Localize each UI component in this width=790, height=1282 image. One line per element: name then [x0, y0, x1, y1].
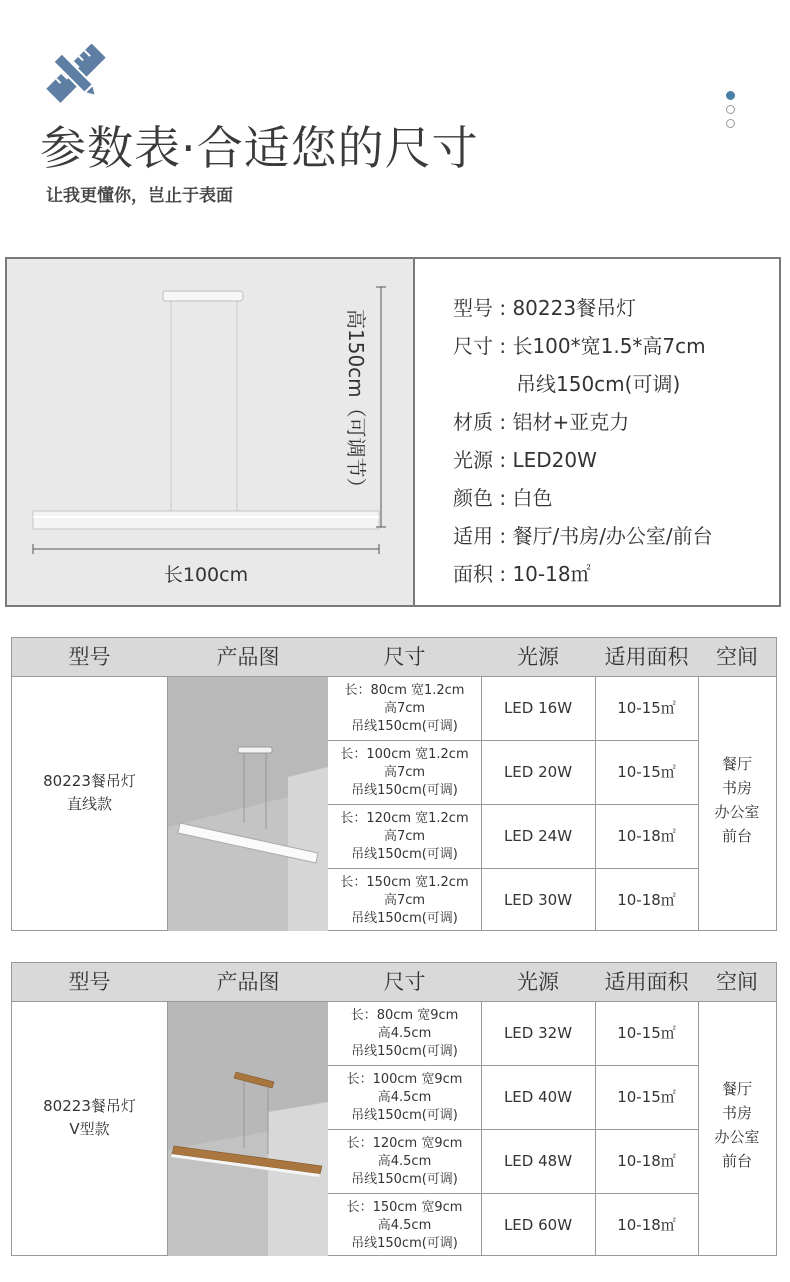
area-cell: 10-18㎡: [617, 891, 676, 909]
header-image: 产品图: [216, 970, 280, 994]
size-line: 吊线150cm(可调): [351, 1043, 458, 1059]
model-variant: 直线款: [66, 795, 112, 813]
size-line: 长：150cm 宽1.2cm: [340, 874, 469, 890]
size-line: 高4.5cm: [377, 1217, 432, 1233]
spec-panel: [5, 257, 781, 607]
size-line: 高4.5cm: [377, 1025, 432, 1041]
size-line: 高4.5cm: [377, 1089, 432, 1105]
space-item: 餐厅: [721, 1080, 752, 1098]
size-cell: [328, 1066, 481, 1129]
model-name: 80223餐吊灯: [43, 772, 136, 790]
area-cell: 10-15㎡: [617, 1088, 676, 1106]
model-name: 80223餐吊灯: [43, 1097, 136, 1115]
page-title: 参数表·合适您的尺寸: [40, 121, 479, 175]
length-label: 长100cm: [163, 564, 249, 586]
spec-wire: 吊线150cm(可调): [516, 372, 681, 396]
area-cell: 10-18㎡: [617, 827, 676, 845]
space-item: 前台: [721, 827, 752, 845]
space-item: 书房: [721, 779, 752, 797]
spec-color: 颜色 : 白色: [453, 486, 553, 510]
size-line: 吊线150cm(可调): [351, 846, 458, 862]
size-cell: [328, 1194, 481, 1257]
size-line: 长：100cm 宽1.2cm: [340, 746, 469, 762]
model-cell: [12, 1095, 167, 1141]
divider: [413, 259, 415, 605]
header-image: 产品图: [216, 645, 280, 669]
light-cell: LED 32W: [503, 1024, 573, 1042]
area-cell: 10-18㎡: [617, 1152, 676, 1170]
area-cell: 10-15㎡: [617, 699, 676, 717]
header-model: 型号: [68, 645, 111, 669]
size-line: 长：150cm 宽9cm: [346, 1199, 463, 1215]
size-cell: [328, 805, 481, 868]
light-cell: LED 60W: [503, 1216, 573, 1234]
spec-usage: 适用 : 餐厅/书房/办公室/前台: [453, 524, 713, 548]
light-cell: LED 30W: [503, 891, 573, 909]
page-dot[interactable]: [726, 105, 735, 114]
size-line: 高7cm: [383, 828, 426, 844]
size-line: 吊线150cm(可调): [351, 718, 458, 734]
spec-size: 尺寸 : 长100*宽1.5*高7cm: [453, 334, 706, 358]
size-line: 长：80cm 宽9cm: [350, 1007, 459, 1023]
size-line: 吊线150cm(可调): [351, 1107, 458, 1123]
space-item: 办公室: [714, 803, 760, 821]
space-item: 前台: [721, 1152, 752, 1170]
header-size: 尺寸: [383, 645, 426, 669]
product-photo-v: [168, 1002, 328, 1256]
size-cell: [328, 677, 481, 740]
spec-model: 型号 : 80223餐吊灯: [453, 296, 637, 320]
size-line: 高4.5cm: [377, 1153, 432, 1169]
space-item: 餐厅: [721, 755, 752, 773]
header-space: 空间: [716, 645, 758, 669]
space-item: 办公室: [714, 1128, 760, 1146]
spec-material: 材质 : 铝材+亚克力: [453, 410, 630, 434]
size-line: 高7cm: [383, 764, 426, 780]
size-line: 长：120cm 宽1.2cm: [340, 810, 469, 826]
product-photo-straight: [168, 677, 328, 931]
table-header: [12, 963, 776, 1002]
spec-area: 面积 : 10-18㎡: [453, 562, 591, 586]
product-table-v: [11, 962, 777, 1256]
size-line: 高7cm: [383, 700, 426, 716]
area-cell: 10-15㎡: [617, 1024, 676, 1042]
size-cell: [328, 741, 481, 804]
area-cell: 10-15㎡: [617, 763, 676, 781]
product-dimension-image: [7, 259, 413, 605]
model-cell: [12, 770, 167, 816]
size-line: 吊线150cm(可调): [351, 1171, 458, 1187]
size-cell: [328, 1130, 481, 1193]
space-item: 书房: [721, 1104, 752, 1122]
size-line: 吊线150cm(可调): [351, 782, 458, 798]
header-area: 适用面积: [604, 970, 689, 994]
size-cell: [328, 1002, 481, 1065]
light-cell: LED 40W: [503, 1088, 573, 1106]
size-cell: [328, 869, 481, 932]
area-cell: 10-18㎡: [617, 1216, 676, 1234]
spec-light: 光源 : LED20W: [453, 448, 597, 472]
table-header: [12, 638, 776, 677]
size-line: 长：100cm 宽9cm: [346, 1071, 463, 1087]
header-size: 尺寸: [383, 970, 426, 994]
header-area: 适用面积: [604, 645, 689, 669]
spec-list: [453, 289, 713, 593]
space-cell: [698, 1077, 776, 1173]
light-cell: LED 48W: [503, 1152, 573, 1170]
size-line: 长：120cm 宽9cm: [346, 1135, 463, 1151]
light-cell: LED 20W: [503, 763, 573, 781]
size-line: 长：80cm 宽1.2cm: [344, 682, 465, 698]
size-line: 吊线150cm(可调): [351, 1235, 458, 1251]
size-line: 高7cm: [383, 892, 426, 908]
space-cell: [698, 752, 776, 848]
ruler-pencil-icon: [44, 44, 108, 108]
size-line: 吊线150cm(可调): [351, 910, 458, 926]
page-subtitle: 让我更懂你，岂止于表面: [46, 186, 233, 206]
light-cell: LED 16W: [503, 699, 573, 717]
product-table-straight: [11, 637, 777, 931]
model-variant: V型款: [69, 1120, 110, 1138]
header-model: 型号: [68, 970, 111, 994]
header-space: 空间: [716, 970, 758, 994]
page-dot[interactable]: [726, 119, 735, 128]
height-label: 高150cm（可调节）: [344, 309, 368, 498]
light-cell: LED 24W: [503, 827, 573, 845]
header-light: 光源: [517, 645, 559, 669]
header-light: 光源: [517, 970, 559, 994]
page-dot-active[interactable]: [726, 91, 735, 100]
